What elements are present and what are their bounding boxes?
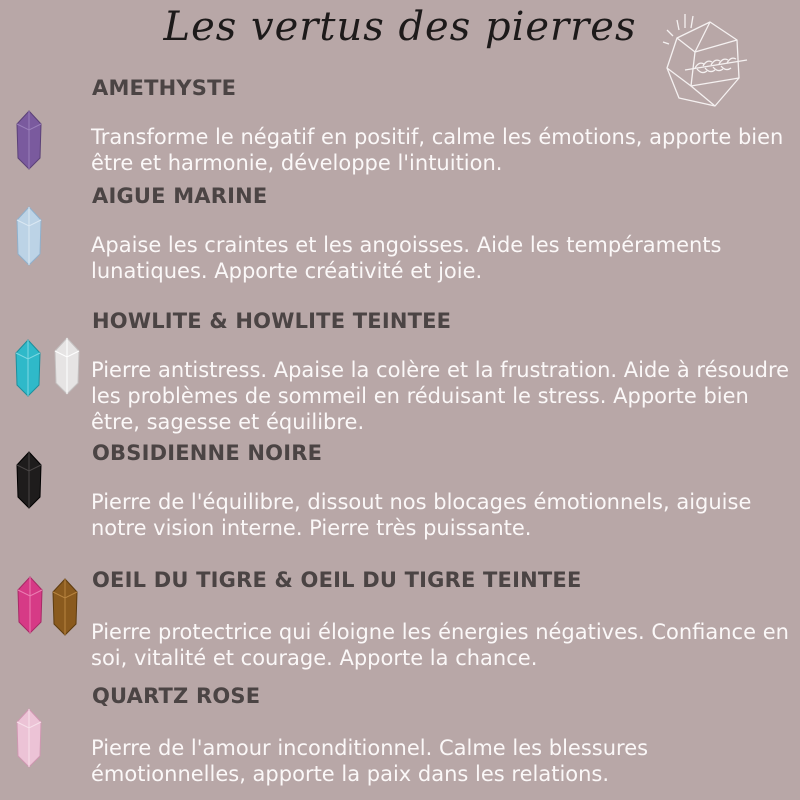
stone-name: OEIL DU TIGRE & OEIL DU TIGRE TEINTEE (92, 568, 582, 592)
stone-description: Apaise les craintes et les angoisses. Aide les tempéraments lunatiques. Apporte créativité et joie. (91, 233, 722, 283)
stone-description: Pierre de l'équilibre, dissout nos blocages émotionnels, aiguise notre vision interne. Pierre très puissante. (91, 490, 752, 540)
stone-description: Pierre antistress. Apaise la colère et la frustration. Aide à résoudre les problèmes de sommeil en réduisant le stress. Apporte bien être, sagesse et équilibre. (91, 358, 790, 434)
tigers-eye-crystal-icon (51, 578, 79, 636)
stone-description: Pierre de l'amour inconditionnel. Calme les blessures émotionnelles, apporte la paix dans les relations. (91, 736, 649, 786)
howlite-tinted-crystal-icon (14, 339, 42, 397)
rose-quartz-crystal-icon (15, 708, 43, 768)
stone-description: Transforme le négatif en positif, calme les émotions, apporte bien être et harmonie, développe l'intuition. (91, 125, 784, 175)
amethyst-crystal-icon (15, 110, 43, 170)
obsidian-crystal-icon (15, 451, 43, 509)
howlite-crystal-icon (53, 337, 81, 395)
crystal-sparkle-icon (655, 8, 755, 120)
stone-name: QUARTZ ROSE (92, 684, 261, 708)
stone-name: HOWLITE & HOWLITE TEINTEE (92, 309, 452, 333)
stone-name: AIGUE MARINE (92, 184, 268, 208)
stone-description: Pierre protectrice qui éloigne les énergies négatives. Confiance en soi, vitalité et courage. Apporte la chance. (91, 620, 789, 670)
stone-name: OBSIDIENNE NOIRE (92, 441, 323, 465)
aquamarine-crystal-icon (15, 206, 43, 266)
tigers-eye-tinted-crystal-icon (16, 576, 44, 634)
stone-name: AMETHYSTE (92, 76, 237, 100)
page-title: Les vertus des pierres (163, 4, 637, 50)
